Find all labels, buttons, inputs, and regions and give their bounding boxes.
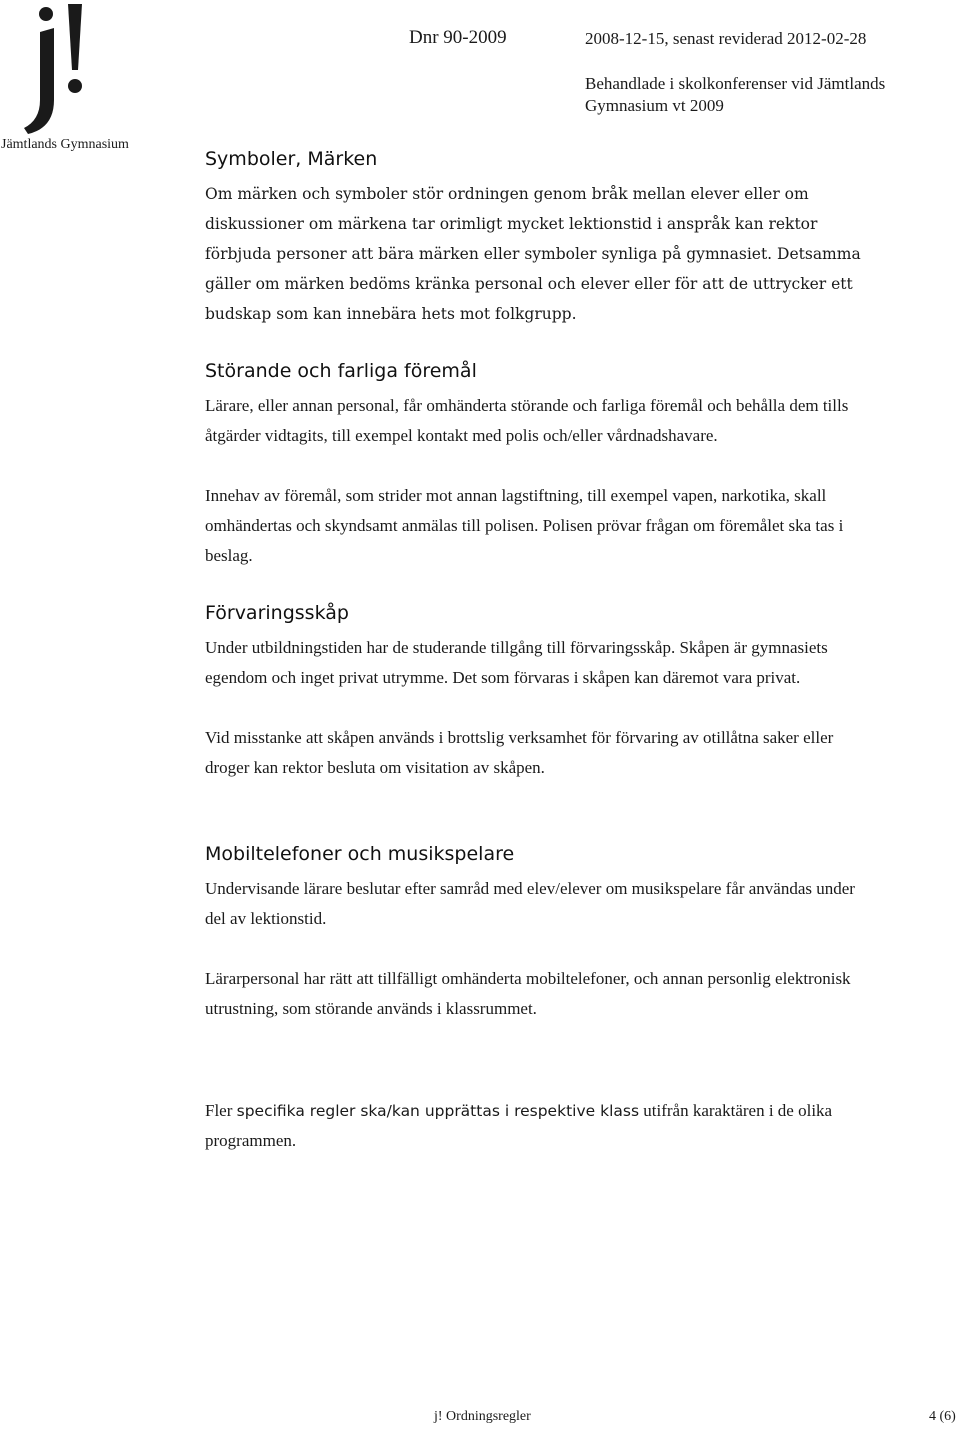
paragraph-final [205,1096,865,1156]
section-heading: Förvaringsskåp [205,602,349,624]
paragraph: Om märken och symboler stör ordningen genom bråk mellan elever eller om diskussioner om märkena tar orimligt mycket lektionstid i anspråk kan rektor förbjuda personer att bära märken eller symboler synliga på gymnasiet. Detsamma gäller om märken bedöms kränka personal och elever eller för att de uttrycker ett budskap som kan innebära hets mot folkgrupp. [205,185,861,323]
paragraph: Vid misstanke att skåpen används i brottslig verksamhet för förvaring av otillåtna saker eller droger kan rektor besluta om visitation av skåpen. [205,728,834,777]
paragraph: Innehav av föremål, som strider mot annan lagstiftning, till exempel vapen, narkotika, skall omhändertas och skyndsamt anmälas till polisen. Polisen prövar frågan om föremålet ska tas i beslag. [205,486,844,565]
logo-caption: Jämtlands Gymnasium [1,137,129,152]
section-symboler [205,148,865,329]
section-heading: Störande och farliga föremål [205,360,477,382]
footer-page-number: 4 (6) [929,1409,956,1424]
section-storande-foremal [205,360,865,571]
section-final-note [205,1096,865,1156]
paragraph: Lärare, eller annan personal, får omhänderta störande och farliga föremål och behålla dem tills åtgärder vidtagits, till exempel kontakt med polis och/eller vårdnadshavare. [205,396,849,445]
document-number: Dnr 90-2009 [409,27,507,48]
footer-document-name: j! Ordningsregler [434,1409,531,1424]
final-pre: Fler [205,1101,237,1120]
section-mobiltelefoner [205,843,865,1024]
section-heading: Symboler, Märken [205,148,378,170]
final-post: utifrån karaktären i de olika programmen. [205,1101,833,1150]
document-date: 2008-12-15, senast reviderad 2012-02-28 [585,29,867,48]
treated-note: Behandlade i skolkonferenser vid Jämtlands Gymnasium vt 2009 [585,74,886,115]
jamtlands-gymnasium-logo [18,0,88,140]
paragraph: Lärarpersonal har rätt att tillfälligt omhänderta mobiltelefoner, och annan personlig elektronisk utrustning, som störande används i klassrummet. [205,969,851,1018]
section-heading: Mobiltelefoner och musikspelare [205,843,515,865]
section-forvaringsskap [205,602,865,783]
paragraph: Under utbildningstiden har de studerande tillgång till förvaringsskåp. Skåpen är gymnasiets egendom och inget privat utrymme. Det som förvaras i skåpen kan däremot vara privat. [205,638,828,687]
paragraph: Undervisande lärare beslutar efter samråd med elev/elever om musikspelare får användas under del av lektionstid. [205,879,855,928]
final-emphasis: specifika regler ska/kan upprättas i respektive klass [236,1102,640,1120]
